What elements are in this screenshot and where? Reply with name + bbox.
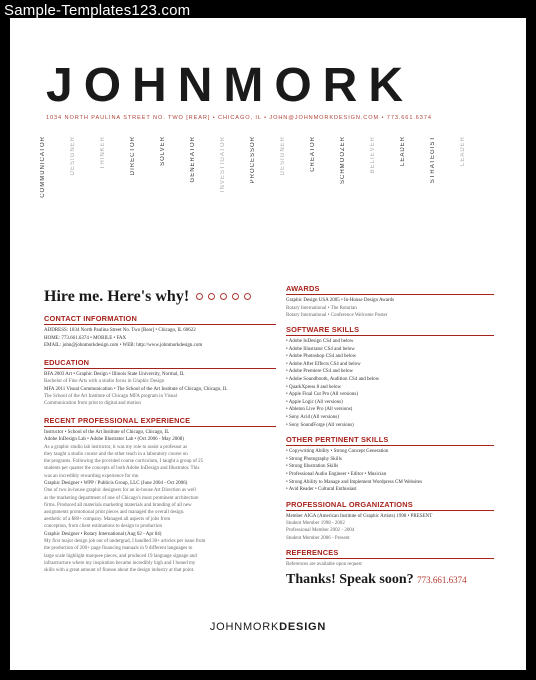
- experience-line: the programs. Following the provided course curriculum, I taught a group of 25: [44, 459, 204, 465]
- skill-line: • Avid Reader • Cultural Enthusiast: [286, 487, 357, 493]
- vertical-word: THINKER: [100, 136, 106, 170]
- organizations-section: [286, 500, 494, 542]
- software-line: • Sony SoundForge (All versions): [286, 422, 354, 428]
- right-column: [286, 280, 494, 588]
- section-title: RECENT PROFESSIONAL EXPERIENCE: [44, 416, 276, 427]
- section-title: OTHER PERTINENT SKILLS: [286, 435, 494, 446]
- software-line: • Adobe Soundbooth, Audition CS4 and below: [286, 376, 380, 382]
- software-line: • Adobe Illustrator CS4 and below: [286, 346, 355, 352]
- experience-line: Adobe InDesign Lab • Adobe Illustrator Lab • (Oct 2006 - May 2008): [44, 437, 184, 443]
- experience-line: they taught a studio course and the other teach in a laboratory course on: [44, 451, 188, 457]
- experience-line: As a graphic studio lab instructor, it was my role to assist a professor as: [44, 444, 188, 450]
- footer-logo: [10, 621, 526, 633]
- section-title: AWARDS: [286, 284, 494, 295]
- phone-number: 773.661.6374: [417, 575, 467, 586]
- experience-line: My first major design job out of undergrad, I handled 30+ articles per issue from: [44, 539, 206, 545]
- software-section: [286, 325, 494, 429]
- experience-line: Graphic Designer • WPP / Publicis Group, LLC (June 2004 - Oct 2006): [44, 480, 188, 486]
- software-line: • Adobe InDesign CS4 and below: [286, 339, 354, 344]
- skill-line: • Strong Illustration Skills: [286, 464, 339, 470]
- contact-line: ADDRESS: 1034 North Paulina Street No. Two [Rear] • Chicago, IL 60622: [44, 328, 196, 333]
- vertical-word: PROCESSOR: [250, 136, 256, 184]
- contact-line: EMAIL: john@johnmorkdesign.com • WEB: http://www.johnmorkdesign.com: [44, 343, 203, 349]
- vertical-word: LEADER: [400, 136, 406, 167]
- skill-line: • Professional Audio Engineer • Editor • Musician: [286, 471, 387, 477]
- software-line: • Adobe Premiere CS4 and below: [286, 369, 354, 375]
- contact-section: [44, 314, 276, 350]
- references-section: [286, 548, 494, 568]
- vertical-word: SCHMOOZER: [340, 136, 346, 184]
- vertical-word: DIRECTOR: [130, 136, 136, 176]
- footer-logo-light: JOHNMORK: [209, 621, 280, 633]
- resume-page: [10, 18, 526, 670]
- vertical-word: CREATOR: [310, 136, 316, 172]
- experience-line: Graphic Designer • Rotary International (Aug 02 - Apr 04): [44, 531, 162, 537]
- vertical-word: STRATEGIST: [430, 136, 436, 184]
- organization-line: Member AIGA (American Institute of Graphic Artists) 1998 • PRESENT: [286, 513, 433, 519]
- skill-line: • Strong Ability to Manage and Implement Wordpress CM Websites: [286, 479, 422, 485]
- awards-line: Rotary International • Conference Welcome Poster: [286, 312, 388, 318]
- organization-line: Student Member 2006 - Present: [286, 535, 350, 541]
- section-title: PROFESSIONAL ORGANIZATIONS: [286, 500, 494, 511]
- experience-line: was an incredibly rewarding experience for me.: [44, 473, 140, 479]
- education-line: The School of the Art Institute of Chicago MFA program in Visual: [44, 394, 177, 400]
- software-line: • Sony Acid (All versions): [286, 414, 339, 420]
- education-line: BFA 2003 Art • Graphic Design • Illinois State University, Normal, IL: [44, 371, 185, 377]
- awards-line: Graphic Design USA 2005 • In-House Design Awards: [286, 298, 395, 303]
- vertical-words: [40, 136, 500, 266]
- vertical-word: BELIEVER: [370, 136, 376, 174]
- software-line: • Adobe Photoshop CS4 and below: [286, 354, 357, 360]
- thanks-line: [286, 572, 494, 588]
- circle-icon: [232, 293, 239, 300]
- experience-line: students per quarter the concepts of both Adobe InDesign and Illustrator. This: [44, 466, 200, 472]
- circle-icon: [244, 293, 251, 300]
- organization-line: Student Member 1998 - 2002: [286, 521, 345, 527]
- circle-icon: [196, 293, 203, 300]
- awards-line: Rotary International • The Rotarian: [286, 305, 357, 311]
- software-line: • QuarkXpress 8 and below: [286, 384, 342, 390]
- software-line: • Apple Final Cut Pro (All versions): [286, 392, 359, 398]
- circle-icon: [208, 293, 215, 300]
- experience-line: Instructor • School of the Art Institute of Chicago, Chicago, IL: [44, 429, 170, 435]
- experience-section: [44, 416, 276, 575]
- experience-line: firms. Produced all materials marketing materials and branding of all new: [44, 502, 192, 508]
- education-line: Communication from print to digital and motion: [44, 401, 141, 407]
- skill-line: • Strong Photography Skills: [286, 456, 342, 462]
- experience-line: conception, from client estimations to design to production: [44, 524, 163, 530]
- circle-icon: [220, 293, 227, 300]
- experience-line: large scale highlight marquee pieces, and produced 19 language signage and: [44, 553, 197, 559]
- vertical-word: DESIGNER: [280, 136, 286, 176]
- left-column: [44, 310, 276, 574]
- section-title: SOFTWARE SKILLS: [286, 325, 494, 336]
- experience-line: as the marketing department of one of Chicago's most prominent architecture: [44, 495, 199, 501]
- section-title: REFERENCES: [286, 548, 494, 559]
- section-title: EDUCATION: [44, 358, 276, 369]
- vertical-word: INVESTIGATOR: [220, 136, 226, 193]
- vertical-word: COMMUNICATOR: [40, 136, 46, 198]
- experience-line: skills with a great amount of finesse about the design industry at that point.: [44, 568, 195, 573]
- software-line: • Apple Logic (All versions): [286, 399, 343, 405]
- experience-line: One of two in-house graphic designers for an in-house Art Direction as well: [44, 488, 196, 494]
- vertical-word: GENERATOR: [190, 136, 196, 183]
- decorative-circles: [196, 293, 251, 300]
- thanks-text: Thanks! Speak soon?: [286, 572, 414, 588]
- experience-line: infrastructure where my inspiration became incredibly high and I honed my: [44, 560, 196, 566]
- footer-logo-bold: DESIGN: [279, 621, 327, 633]
- vertical-word: SOLVER: [160, 136, 166, 166]
- skill-line: • Copywriting Ability • Strong Concept Generation: [286, 449, 389, 455]
- address-line: 1034 NORTH PAULINA STREET NO. TWO [REAR] • CHICAGO, IL • JOHN@JOHNMORKDESIGN.COM • 773.661.6374: [46, 115, 432, 121]
- education-line: MFA 2011 Visual Communication • The School of the Art Institute of Chicago, Chicago, IL: [44, 386, 228, 392]
- vertical-word: LEADER: [460, 136, 466, 167]
- experience-line: aesthetic of a $80+ company. Managed all aspects of jobs from: [44, 517, 171, 523]
- experience-line: the production of 200+ page financing manuals in 9 different languages to: [44, 546, 193, 552]
- references-line: References are available upon request: [286, 561, 362, 567]
- vertical-word: DESIGNER: [70, 136, 76, 176]
- awards-section: [286, 284, 494, 319]
- software-line: • Adobe After Effects CS4 and below: [286, 361, 361, 367]
- hire-me-headline: Hire me. Here's why!: [44, 288, 190, 305]
- name-heading: JOHNMORK: [46, 59, 415, 112]
- watermark: Sample-Templates123.com: [4, 2, 191, 19]
- organization-line: Professional Member 2002 - 2004: [286, 528, 355, 534]
- education-section: [44, 358, 276, 408]
- education-line: Bachelor of Fine Arts with a studio focus in Graphic Design: [44, 379, 165, 385]
- experience-line: assignments promotional print pieces and managed the overall design.: [44, 509, 185, 515]
- other-skills-section: [286, 435, 494, 494]
- section-title: CONTACT INFORMATION: [44, 314, 276, 325]
- contact-line: HOME: 773.661.6374 • MOBILE • FAX: [44, 335, 127, 341]
- software-line: • Ableton Live Pro (All versions): [286, 407, 353, 413]
